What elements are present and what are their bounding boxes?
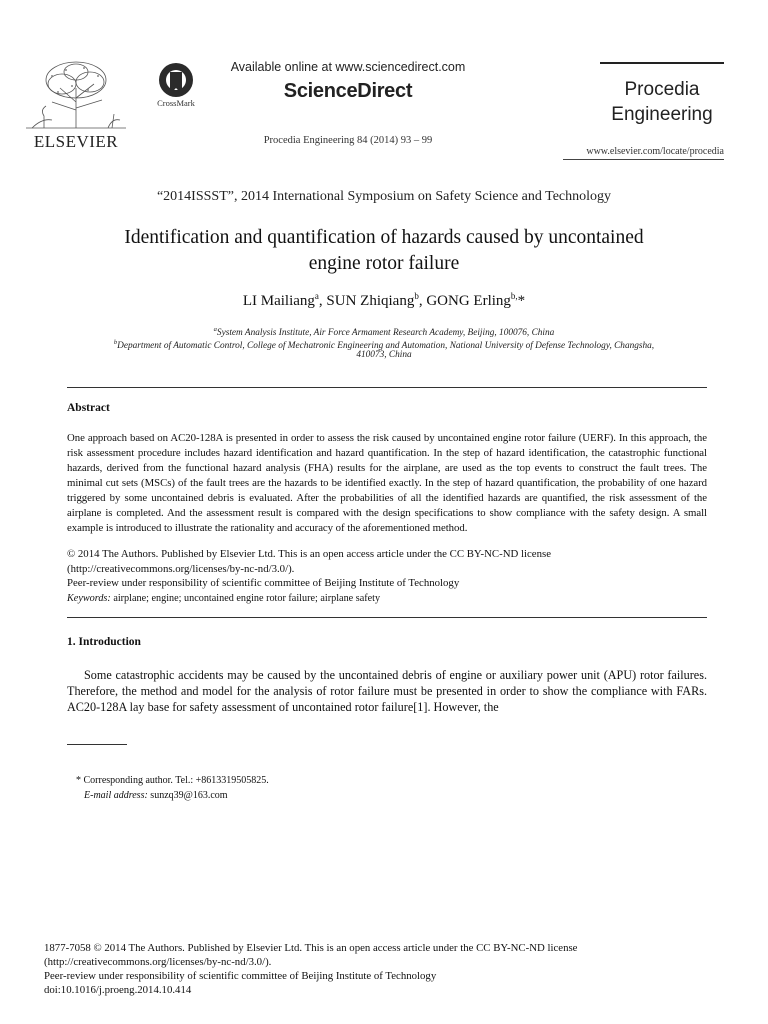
affiliation-mark: b	[113, 339, 118, 346]
paper-title	[40, 225, 728, 277]
email-label: E-mail address:	[84, 790, 148, 801]
elsevier-tree-icon	[22, 58, 130, 130]
abstract-heading: Abstract	[67, 402, 110, 414]
author-mark: b	[414, 291, 419, 301]
abstract-top-rule	[67, 387, 707, 388]
introduction-heading: 1. Introduction	[67, 636, 141, 648]
journal-url[interactable]: www.elsevier.com/locate/procedia	[586, 146, 724, 157]
elsevier-logo	[22, 58, 130, 150]
keywords	[67, 593, 707, 604]
journal-name	[600, 77, 724, 127]
footer-copyright: 1877-7058 © 2014 The Authors. Published by Elsevier Ltd. This is an open access article under the CC BY-NC-ND license	[44, 942, 578, 954]
abstract-bottom-rule	[67, 617, 707, 618]
journal-name-line1: Procedia	[624, 79, 700, 100]
email-address[interactable]: sunzq39@163.com	[147, 790, 228, 801]
abstract-peer-review: Peer-review under responsibility of scientific committee of Beijing Institute of Technology	[67, 577, 460, 589]
keywords-text: airplane; engine; uncontained engine rotor failure; airplane safety	[110, 593, 381, 604]
license-link[interactable]: (http://creativecommons.org/licenses/by-nc-nd/3.0/).	[67, 563, 295, 575]
corresponding-mark: *	[517, 293, 526, 309]
footer-license-link[interactable]: (http://creativecommons.org/licenses/by-nc-nd/3.0/).	[44, 956, 272, 968]
footer-peer-review: Peer-review under responsibility of scientific committee of Beijing Institute of Technology	[44, 970, 437, 982]
abstract-license-link[interactable]	[67, 562, 707, 577]
abstract-copyright: © 2014 The Authors. Published by Elsevier Ltd. This is an open access article under the CC BY-NC-ND license	[67, 548, 551, 560]
affiliation-b-cont	[40, 349, 728, 362]
author-mark: a	[314, 291, 319, 301]
available-online-text: Available online at www.sciencedirect.com	[230, 60, 466, 74]
author-separator: ,	[318, 293, 327, 309]
author-name: LI Mailiang	[242, 293, 315, 309]
paper-title-line1: Identification and quantification of hazards caused by uncontained	[124, 227, 644, 248]
keywords-label: Keywords:	[67, 593, 111, 604]
sciencedirect-logo[interactable]: ScienceDirect	[283, 80, 413, 102]
author-name: GONG Erling	[426, 293, 511, 309]
footnote-rule	[67, 744, 127, 745]
affiliation-text: System Analysis Institute, Air Force Armament Research Academy, Beijing, 100076, China	[216, 328, 555, 339]
affiliation-text: 410073, China	[356, 350, 412, 360]
journal-name-rule	[600, 62, 724, 64]
journal-reference: Procedia Engineering 84 (2014) 93 – 99	[263, 135, 433, 146]
author-separator: ,	[418, 293, 427, 309]
author-list	[40, 291, 728, 310]
introduction-body: Some catastrophic accidents may be caused by the uncontained debris of engine or auxiliary power unit (APU) rotor failures. Therefore, the method and model for the analysis of rotor failure must be presented in order to show the compliance with FARs. AC20-128A lay base for safety assessment of uncontained rotor failure[1]. However, the	[67, 668, 707, 714]
symposium-name: “2014ISSST”, 2014 International Symposium on Safety Science and Technology	[156, 189, 612, 204]
journal-name-line2: Engineering	[611, 104, 713, 125]
footer-doi[interactable]: doi:10.1016/j.proeng.2014.10.414	[44, 984, 192, 996]
header-rule	[563, 159, 724, 160]
email-note	[84, 790, 228, 801]
abstract-body: One approach based on AC20-128A is presented in order to assess the risk caused by uncontained engine rotor failure (UERF). In this approach, the risk assessment procedure includes hazard identification and hazard quantification. In the step of hazard identification, the catastrophic functional hazards, derived from the functional hazard analysis (FHA) results for the airplane, are used as the top events to construct the fault trees. The minimal cut sets (MSCs) of the fault trees are the hazards to be identified exactly. In the step of hazard quantification, the probability of one hazard triggered by some uncontained debris is evaluated. After the probabilities of all the identified hazards are quantified, the risk assessment of the airplane is completed. And the assessment result is compared with the design specifications to show compliance with the safety design. A small example is introduced to illustrate the rationality and accuracy of the aforementioned method.	[67, 432, 707, 534]
corresponding-author-note: * Corresponding author. Tel.: +8613319505825.	[76, 775, 269, 786]
paper-title-line2: engine rotor failure	[308, 253, 460, 274]
affiliation-mark: a	[213, 326, 217, 333]
publisher-name: ELSEVIER	[33, 132, 119, 151]
crossmark-label: CrossMark	[157, 98, 195, 108]
affiliation-text: Department of Automatic Control, College of Mechatronic Engineering and Automation, National University of Defense Technology, Changsha,	[117, 341, 655, 352]
author-mark: b,	[510, 291, 518, 301]
author-name: SUN Zhiqiang	[326, 293, 415, 309]
